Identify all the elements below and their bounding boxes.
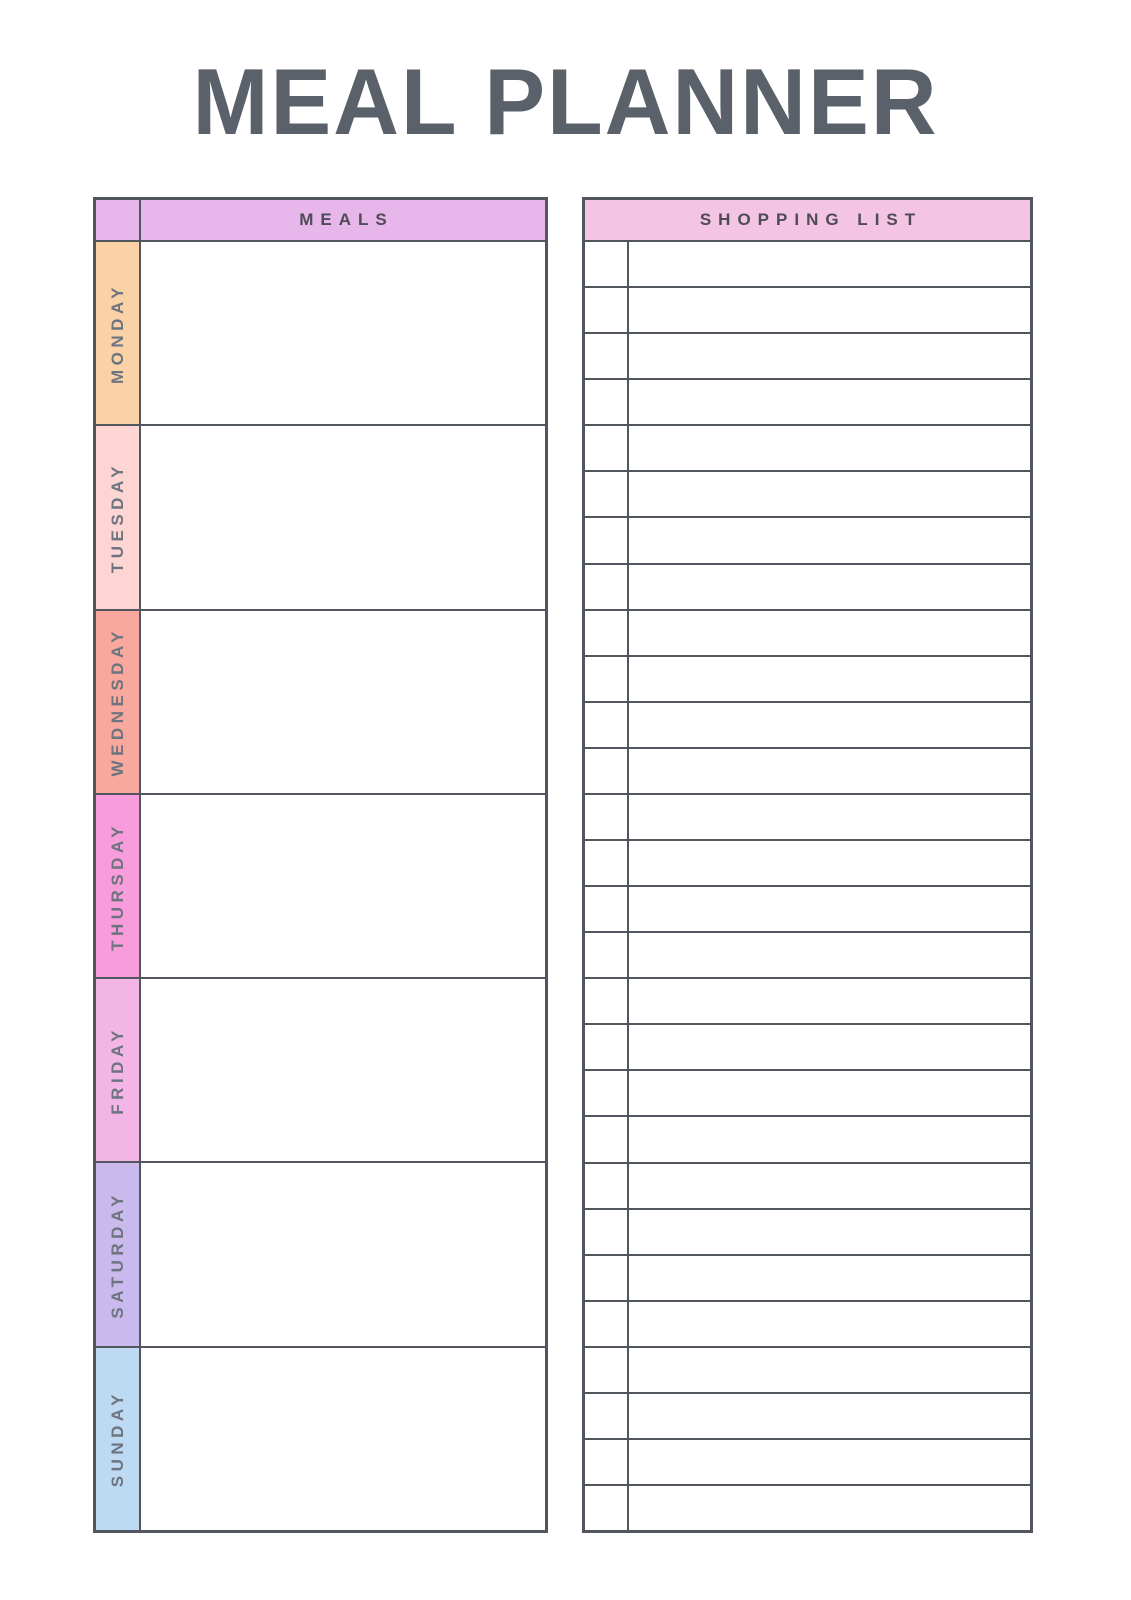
- checkbox-cell[interactable]: [585, 1440, 629, 1484]
- shopping-list-table: [582, 197, 1033, 1533]
- day-rows-container: [96, 242, 545, 1530]
- meal-entry-area[interactable]: [141, 795, 545, 977]
- checkbox-cell[interactable]: [585, 887, 629, 931]
- shopping-list-row: [585, 657, 1030, 703]
- page-title: MEAL PLANNER: [192, 49, 939, 154]
- shopping-item-cell[interactable]: [629, 1486, 1030, 1530]
- shopping-list-row: [585, 1025, 1030, 1071]
- shopping-item-cell[interactable]: [629, 1440, 1030, 1484]
- shopping-list-row: [585, 887, 1030, 933]
- checkbox-cell[interactable]: [585, 749, 629, 793]
- day-label-cell: [96, 795, 141, 977]
- shopping-item-cell[interactable]: [629, 1025, 1030, 1069]
- meals-header-row: [96, 200, 545, 242]
- checkbox-cell[interactable]: [585, 1210, 629, 1254]
- day-row: [96, 979, 545, 1163]
- shopping-item-cell[interactable]: [629, 887, 1030, 931]
- checkbox-cell[interactable]: [585, 380, 629, 424]
- shopping-item-cell[interactable]: [629, 1302, 1030, 1346]
- meal-entry-area[interactable]: [141, 242, 545, 424]
- checkbox-cell[interactable]: [585, 1302, 629, 1346]
- checkbox-cell[interactable]: [585, 657, 629, 701]
- day-label: TUESDAY: [107, 461, 127, 573]
- checkbox-cell[interactable]: [585, 979, 629, 1023]
- day-label: THURSDAY: [107, 821, 127, 951]
- shopping-item-cell[interactable]: [629, 611, 1030, 655]
- checkbox-cell[interactable]: [585, 1117, 629, 1161]
- shopping-item-cell[interactable]: [629, 288, 1030, 332]
- day-label-cell: [96, 1163, 141, 1345]
- shopping-item-cell[interactable]: [629, 703, 1030, 747]
- day-label-cell: [96, 1348, 141, 1530]
- shopping-list-row: [585, 1210, 1030, 1256]
- day-label: MONDAY: [107, 282, 127, 384]
- shopping-item-cell[interactable]: [629, 749, 1030, 793]
- shopping-item-cell[interactable]: [629, 1164, 1030, 1208]
- shopping-item-cell[interactable]: [629, 1394, 1030, 1438]
- checkbox-cell[interactable]: [585, 1071, 629, 1115]
- shopping-list-row: [585, 242, 1030, 288]
- shopping-item-cell[interactable]: [629, 1117, 1030, 1161]
- checkbox-cell[interactable]: [585, 795, 629, 839]
- meal-entry-area[interactable]: [141, 979, 545, 1161]
- checkbox-cell[interactable]: [585, 1348, 629, 1392]
- shopping-item-cell[interactable]: [629, 518, 1030, 562]
- checkbox-cell[interactable]: [585, 1486, 629, 1530]
- shopping-list-row: [585, 1440, 1030, 1486]
- checkbox-cell[interactable]: [585, 611, 629, 655]
- checkbox-cell[interactable]: [585, 1394, 629, 1438]
- checkbox-cell[interactable]: [585, 1256, 629, 1300]
- shopping-list-row: [585, 1348, 1030, 1394]
- checkbox-cell[interactable]: [585, 1164, 629, 1208]
- day-row: [96, 611, 545, 795]
- day-row: [96, 1163, 545, 1347]
- shopping-item-cell[interactable]: [629, 1210, 1030, 1254]
- checkbox-cell[interactable]: [585, 703, 629, 747]
- shopping-list-row: [585, 565, 1030, 611]
- checkbox-cell[interactable]: [585, 426, 629, 470]
- shopping-list-row: [585, 841, 1030, 887]
- shopping-item-cell[interactable]: [629, 841, 1030, 885]
- shopping-list-row: [585, 288, 1030, 334]
- shopping-list-row: [585, 518, 1030, 564]
- meal-planner-table: [93, 197, 548, 1533]
- shopping-list-row: [585, 1164, 1030, 1210]
- shopping-item-cell[interactable]: [629, 657, 1030, 701]
- shopping-list-row: [585, 979, 1030, 1025]
- shopping-rows-container: [585, 242, 1030, 1530]
- day-label: SUNDAY: [107, 1390, 127, 1488]
- checkbox-cell[interactable]: [585, 242, 629, 286]
- meal-entry-area[interactable]: [141, 1163, 545, 1345]
- day-row: [96, 1348, 545, 1530]
- shopping-list-row: [585, 380, 1030, 426]
- shopping-item-cell[interactable]: [629, 380, 1030, 424]
- shopping-list-row: [585, 1302, 1030, 1348]
- shopping-list-row: [585, 749, 1030, 795]
- shopping-item-cell[interactable]: [629, 334, 1030, 378]
- shopping-list-header-row: [585, 200, 1030, 242]
- shopping-item-cell[interactable]: [629, 242, 1030, 286]
- shopping-item-cell[interactable]: [629, 426, 1030, 470]
- day-label-cell: [96, 426, 141, 608]
- shopping-item-cell[interactable]: [629, 979, 1030, 1023]
- shopping-list-header-label: SHOPPING LIST: [585, 200, 1030, 240]
- checkbox-cell[interactable]: [585, 518, 629, 562]
- shopping-list-row: [585, 1394, 1030, 1440]
- day-label: WEDNESDAY: [107, 626, 127, 777]
- checkbox-cell[interactable]: [585, 841, 629, 885]
- shopping-list-row: [585, 933, 1030, 979]
- day-label-cell: [96, 979, 141, 1161]
- day-label: FRIDAY: [107, 1025, 127, 1115]
- checkbox-cell[interactable]: [585, 288, 629, 332]
- meal-entry-area[interactable]: [141, 426, 545, 608]
- shopping-list-row: [585, 1486, 1030, 1530]
- day-column-header-cell: [96, 200, 141, 240]
- shopping-item-cell[interactable]: [629, 795, 1030, 839]
- day-row: [96, 426, 545, 610]
- shopping-list-row: [585, 1256, 1030, 1302]
- shopping-item-cell[interactable]: [629, 1348, 1030, 1392]
- checkbox-cell[interactable]: [585, 1025, 629, 1069]
- shopping-list-row: [585, 611, 1030, 657]
- shopping-list-row: [585, 795, 1030, 841]
- shopping-item-cell[interactable]: [629, 565, 1030, 609]
- day-label-cell: [96, 242, 141, 424]
- shopping-list-row: [585, 426, 1030, 472]
- checkbox-cell[interactable]: [585, 933, 629, 977]
- meal-entry-area[interactable]: [141, 1348, 545, 1530]
- shopping-item-cell[interactable]: [629, 472, 1030, 516]
- shopping-list-row: [585, 1117, 1030, 1163]
- shopping-item-cell[interactable]: [629, 933, 1030, 977]
- shopping-list-row: [585, 472, 1030, 518]
- checkbox-cell[interactable]: [585, 334, 629, 378]
- day-label-cell: [96, 611, 141, 793]
- shopping-item-cell[interactable]: [629, 1256, 1030, 1300]
- shopping-item-cell[interactable]: [629, 1071, 1030, 1115]
- shopping-list-row: [585, 334, 1030, 380]
- shopping-list-row: [585, 1071, 1030, 1117]
- shopping-list-row: [585, 703, 1030, 749]
- meals-header-label: MEALS: [141, 200, 545, 240]
- day-row: [96, 795, 545, 979]
- checkbox-cell[interactable]: [585, 565, 629, 609]
- checkbox-cell[interactable]: [585, 472, 629, 516]
- day-label: SATURDAY: [107, 1190, 127, 1319]
- meal-entry-area[interactable]: [141, 611, 545, 793]
- day-row: [96, 242, 545, 426]
